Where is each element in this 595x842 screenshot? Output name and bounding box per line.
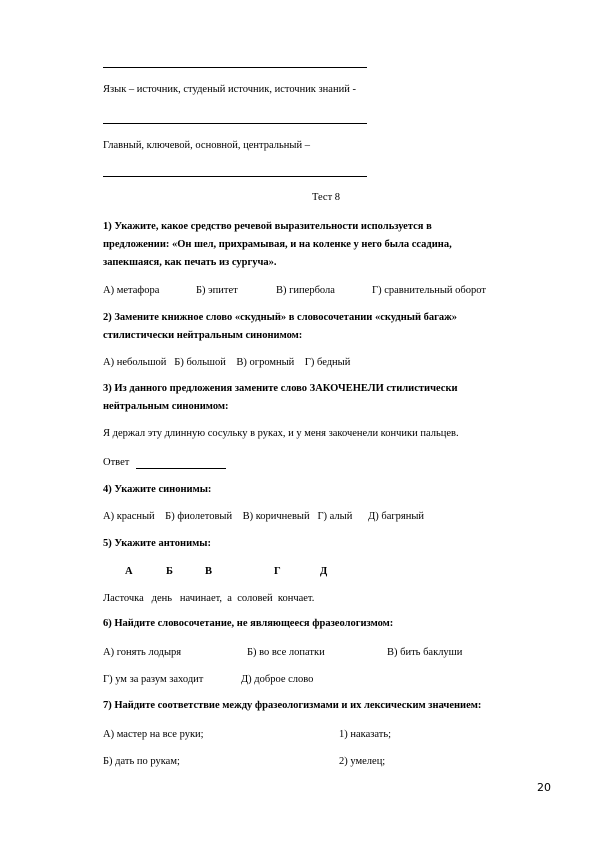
sentence: Ласточка день начинает, а соловей кончает. (103, 593, 315, 604)
question-text: нейтральным синонимом: (103, 401, 229, 412)
option: А) гонять лодыря (103, 647, 182, 658)
match-right: 2) умелец; (339, 756, 386, 767)
question-text: запекшаяся, как печать из сургуча». (103, 257, 277, 268)
options-line: А) красный Б) фиолетовый В) коричневый Г) алый Д) багряный (103, 511, 425, 522)
test-title: Тест 8 (312, 192, 341, 203)
option: Б) во все лопатки (247, 647, 325, 658)
question-text: 4) Укажите синонимы: (103, 484, 212, 495)
letter-label: Г (274, 566, 281, 577)
sentence: Я держал эту длинную сосульку в руках, и у меня закоченели кончики пальцев. (103, 428, 459, 439)
letter-label: В (205, 566, 213, 577)
page-number: 20 (537, 781, 551, 794)
text-line: Главный, ключевой, основной, центральный – (103, 140, 310, 151)
option: Г) сравнительный оборот (372, 285, 486, 296)
option: А) метафора (103, 285, 160, 296)
option: Г) ум за разум заходит (103, 674, 204, 685)
answer-rule (136, 468, 226, 469)
answer-rule (103, 176, 367, 177)
question-text: 3) Из данного предложения замените слово ЗАКОЧЕНЕЛИ стилистически (103, 383, 458, 394)
option: В) бить баклуши (387, 647, 463, 658)
answer-label: Ответ (103, 457, 130, 468)
question-text: 5) Укажите антонимы: (103, 538, 211, 549)
question-text: 2) Замените книжное слово «скудный» в словосочетании «скудный багаж» (103, 312, 457, 323)
question-text: предложении: «Он шел, прихрамывая, и на коленке у него была ссадина, (103, 239, 452, 250)
letter-label: Д (320, 566, 328, 577)
option: В) гипербола (276, 285, 335, 296)
question-text: 7) Найдите соответствие между фразеологизмами и их лексическим значением: (103, 700, 482, 711)
letter-label: Б (166, 566, 173, 577)
letter-label: А (125, 566, 133, 577)
question-text: 1) Укажите, какое средство речевой выразительности используется в (103, 221, 432, 232)
option: Б) эпитет (196, 285, 238, 296)
option: Д) доброе слово (241, 674, 314, 685)
question-text: стилистически нейтральным синонимом: (103, 330, 303, 341)
match-left: Б) дать по рукам; (103, 756, 180, 767)
options-line: А) небольшой Б) большой В) огромный Г) бедный (103, 357, 351, 368)
match-left: А) мастер на все руки; (103, 729, 204, 740)
match-right: 1) наказать; (339, 729, 392, 740)
answer-rule (103, 123, 367, 124)
answer-rule (103, 67, 367, 68)
text-line: Язык – источник, студеный источник, источник знаний - (103, 84, 356, 95)
question-text: 6) Найдите словосочетание, не являющееся фразеологизмом: (103, 618, 394, 629)
